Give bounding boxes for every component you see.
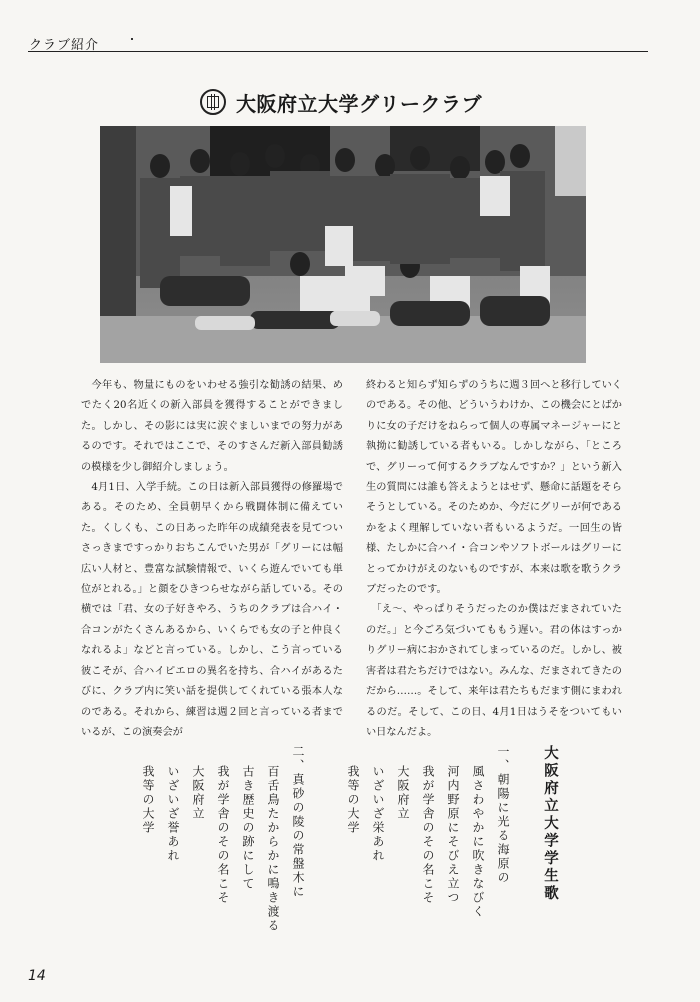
- song-verse-1-line: 風さわやかに吹きなびく: [471, 765, 485, 919]
- song-verse-2-line: 百舌鳥たからかに鳴き渡る: [266, 765, 280, 933]
- paragraph: 4月1日、入学手続。この日は新入部員獲得の修羅場である。そのため、全員朝早くから戦闘体制に備えていた。くしくも、この日あった昨年の成績発表を見てついさっきまですっかりおちこんでいた男が「グリーには幅広い人材と、豊富な試験情報で、いくら遊んでいても単位がとれる。」と顔をひきつらせながら話している。その横では「君、女の子好きやろ、うちのクラブは合ハイ・合コンがたくさんあるから、いくらでも女の子と仲良くなれるよ」などと言っている。しかし、こう言っている彼こそが、合ハイピエロの異名を持ち、合ハイがあるたびに、クラブ内に笑い話を提供してくれている張本人なのである。それから、練習は週２回と言っている者までいるが、この演奏会が: [81, 482, 343, 738]
- song-verse-1-line: いざいざ栄あれ: [371, 765, 385, 863]
- song-verse-2-line: いざいざ誉あれ: [166, 765, 180, 863]
- song-verse-2-line: 我が学舎のその名こそ: [216, 765, 230, 905]
- paragraph: 終わると知らず知らずのうちに週３回へと移行していくのである。その他、どういうわけか、この機会にとばかりに女の子だけをねらって個人の専属マネージャーにと執拗に勧誘している者もいる。しかしながら、「ところで、グリーって何するクラブなんですか？」という新入生の質問には誰も答えようとはせず、懸命に話題をそらそうとしている。そのためか、今だにグリーが何であるかをよく理解していない者もいるようだ。一回生の皆様、たしかに合ハイ・合コンやソフトボールはグリーにとってかけがえのないものですが、本来は歌を歌うクラブだったのです。: [366, 380, 622, 596]
- section-header: クラブ紹介: [29, 38, 100, 53]
- header-tick-mark: [131, 38, 133, 40]
- song-verse-2-line: 大阪府立: [191, 765, 205, 821]
- song-verse-1-line: 我等の大学: [346, 765, 360, 835]
- song-verse-2-line: 二、真砂の陵の常盤木に: [291, 745, 305, 899]
- song-verse-1-line: 大阪府立: [396, 765, 410, 821]
- song-title: 大阪府立大学学生歌: [542, 745, 559, 903]
- group-photo: [100, 126, 586, 363]
- song-verse-2-line: 我等の大学: [141, 765, 155, 835]
- song-verse-1-line: 我が学舎のその名こそ: [421, 765, 435, 905]
- header-rule: [28, 51, 648, 52]
- song-verse-1-line: 一、朝陽に光る海原の: [496, 745, 510, 885]
- paragraph: 今年も、物量にものをいわせる強引な勧誘の結果、めでたく20名近くの新入部員を獲得することができました。しかし、その影には実に涙ぐましいまでの努力があるのです。それではここで、そのすさんだ新入部員勧誘の模様を少し御紹介しましょう。: [81, 380, 343, 473]
- university-emblem-icon: [200, 89, 226, 115]
- paragraph: 「え〜、やっぱりそうだったのか僕はだまされていたのだ。」と今ごろ気づいてももう遅い。君の体はすっかりグリー病におかされてしまっているのだ。しかし、被害者は君たちだけではない。みんな、だまされてきたのだから……。そして、来年は君たちもだます側にまわれるのだ。そして、この日、4月1日はうそをついてもいい日なんだよ。: [366, 604, 622, 738]
- body-column-left: [81, 376, 343, 743]
- body-column-right: [366, 376, 622, 743]
- song-verse-1-line: 河内野原にそびえ立つ: [446, 765, 460, 905]
- song-verse-2-line: 古き歴史の跡にして: [241, 765, 255, 891]
- page-number: 14: [28, 968, 46, 984]
- title-block: [200, 86, 482, 118]
- article-title: 大阪府立大学グリークラブ: [236, 91, 482, 116]
